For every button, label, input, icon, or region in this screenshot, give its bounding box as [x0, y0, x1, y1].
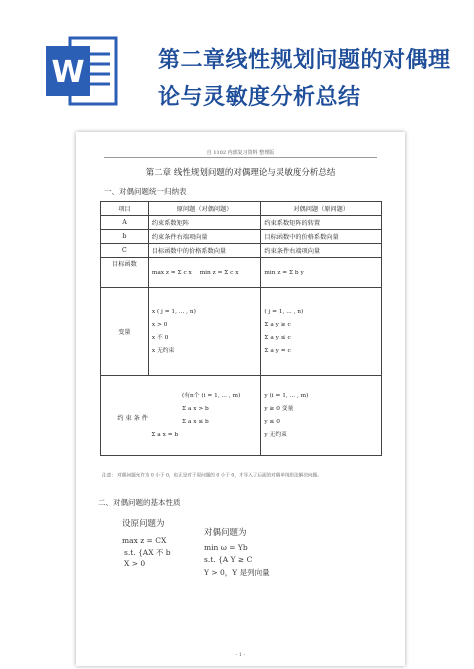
variable-row	[101, 288, 382, 376]
note-text: 注意： 对偶问题允许为 0 小于 0，也正是对于原问题的 0 小于 0，才导入了后面的对偶单纯形法解决问题。	[102, 472, 322, 479]
table-row	[101, 216, 382, 230]
objective-dual-formula: min z = Σ b y	[264, 269, 304, 276]
variable-primal-line: x > 0	[151, 321, 168, 328]
document-heading: 第二章 线性规划问题的对偶理论与灵敏度分析总结	[145, 168, 336, 178]
banner	[0, 0, 474, 118]
objective-dual	[261, 258, 382, 288]
variable-dual-line: ( j = 1, ... , n)	[264, 308, 304, 315]
constraint-primal-line: (有n个 (i = 1, ... , m)	[182, 392, 241, 399]
constraint-primal-line: Σ a x = b	[151, 431, 179, 438]
header-primal: 原问题（对偶问题）	[148, 202, 261, 216]
constraint-primal-line: Σ a x ≤ b	[182, 418, 209, 425]
row-item: A	[101, 216, 149, 230]
objective-primal	[148, 258, 261, 288]
objective-label: 目标函数	[101, 258, 149, 288]
variable-primal	[148, 288, 261, 376]
logo-letter: W	[51, 55, 85, 90]
header-note: 自 1102 内部复习资料 整理版	[206, 150, 275, 156]
row-dual: 约束系数矩阵的转置	[261, 216, 382, 230]
table-header-row	[101, 202, 382, 216]
header-dual: 对偶问题（原问题）	[261, 202, 382, 216]
constraint-dual-line: y ≥ 0 变量	[264, 405, 294, 412]
constraint-primal	[117, 376, 261, 456]
variable-dual-line: Σ a y ≤ c	[264, 334, 291, 341]
variable-dual-line: Σ a y ≥ c	[264, 321, 291, 328]
objective-row	[101, 258, 382, 288]
dual-objective: min ω = Yb	[204, 543, 248, 552]
row-item: C	[101, 244, 149, 258]
primal-constraint-1: s.t. {AX 不 b	[124, 548, 171, 557]
section-1-heading: 一、对偶问题统一归纳表	[104, 187, 187, 196]
variable-dual	[261, 288, 382, 376]
constraint-dual	[261, 376, 382, 456]
constraint-dual-line: y (i = 1, ... , m)	[264, 392, 309, 399]
primal-constraint-2: X > 0	[124, 559, 146, 568]
table-row	[101, 244, 382, 258]
primal-title: 设原问题为	[122, 519, 165, 529]
row-item: b	[101, 230, 149, 244]
objective-primal-min: min z = Σ c x	[199, 269, 239, 276]
dual-constraint-1: s.t. {A Y ≥ C	[204, 555, 253, 564]
row-primal: 约束系数矩阵	[148, 216, 261, 230]
constraint-dual-line: y 无约束	[264, 431, 287, 438]
dual-constraint-2: Y > 0，Y 是列向量	[204, 568, 270, 577]
constraint-primal-line: Σ a x > b	[182, 405, 209, 412]
constraint-row	[101, 376, 382, 456]
variable-label: 变量	[101, 288, 149, 376]
title-line-2: 论与灵敏度分析总结	[158, 85, 361, 110]
header-item: 项目	[101, 202, 149, 216]
variable-primal-line: x 无约束	[151, 347, 175, 354]
word-document-icon	[44, 32, 118, 110]
page-number: - 1 -	[235, 652, 246, 658]
row-primal: 约束条件右端项向量	[148, 230, 261, 244]
document-page	[76, 132, 405, 666]
row-primal: 目标函数中的价格系数向量	[148, 244, 261, 258]
row-dual: 约束条件右端项向量	[261, 244, 382, 258]
section-2-heading: 二、对偶问题的基本性质	[98, 498, 181, 507]
table-row	[101, 230, 382, 244]
header-rule	[104, 157, 377, 158]
title-line-1: 第二章线性规划问题的对偶理	[158, 48, 451, 73]
primal-objective: max z = CX	[122, 536, 167, 545]
dual-title: 对偶问题为	[204, 528, 247, 538]
row-dual: 目标函数中的价格系数向量	[261, 230, 382, 244]
variable-primal-line: x ( j = 1, ... , n)	[151, 308, 196, 315]
dual-summary-table	[100, 201, 382, 456]
variable-primal-line: x 不 0	[151, 334, 169, 341]
constraint-dual-line: y ≤ 0	[264, 418, 280, 425]
constraint-label: 约 束 条 件	[117, 414, 148, 422]
variable-dual-line: Σ a y = c	[264, 347, 291, 354]
objective-primal-max: max z = Σ c x	[151, 269, 192, 276]
